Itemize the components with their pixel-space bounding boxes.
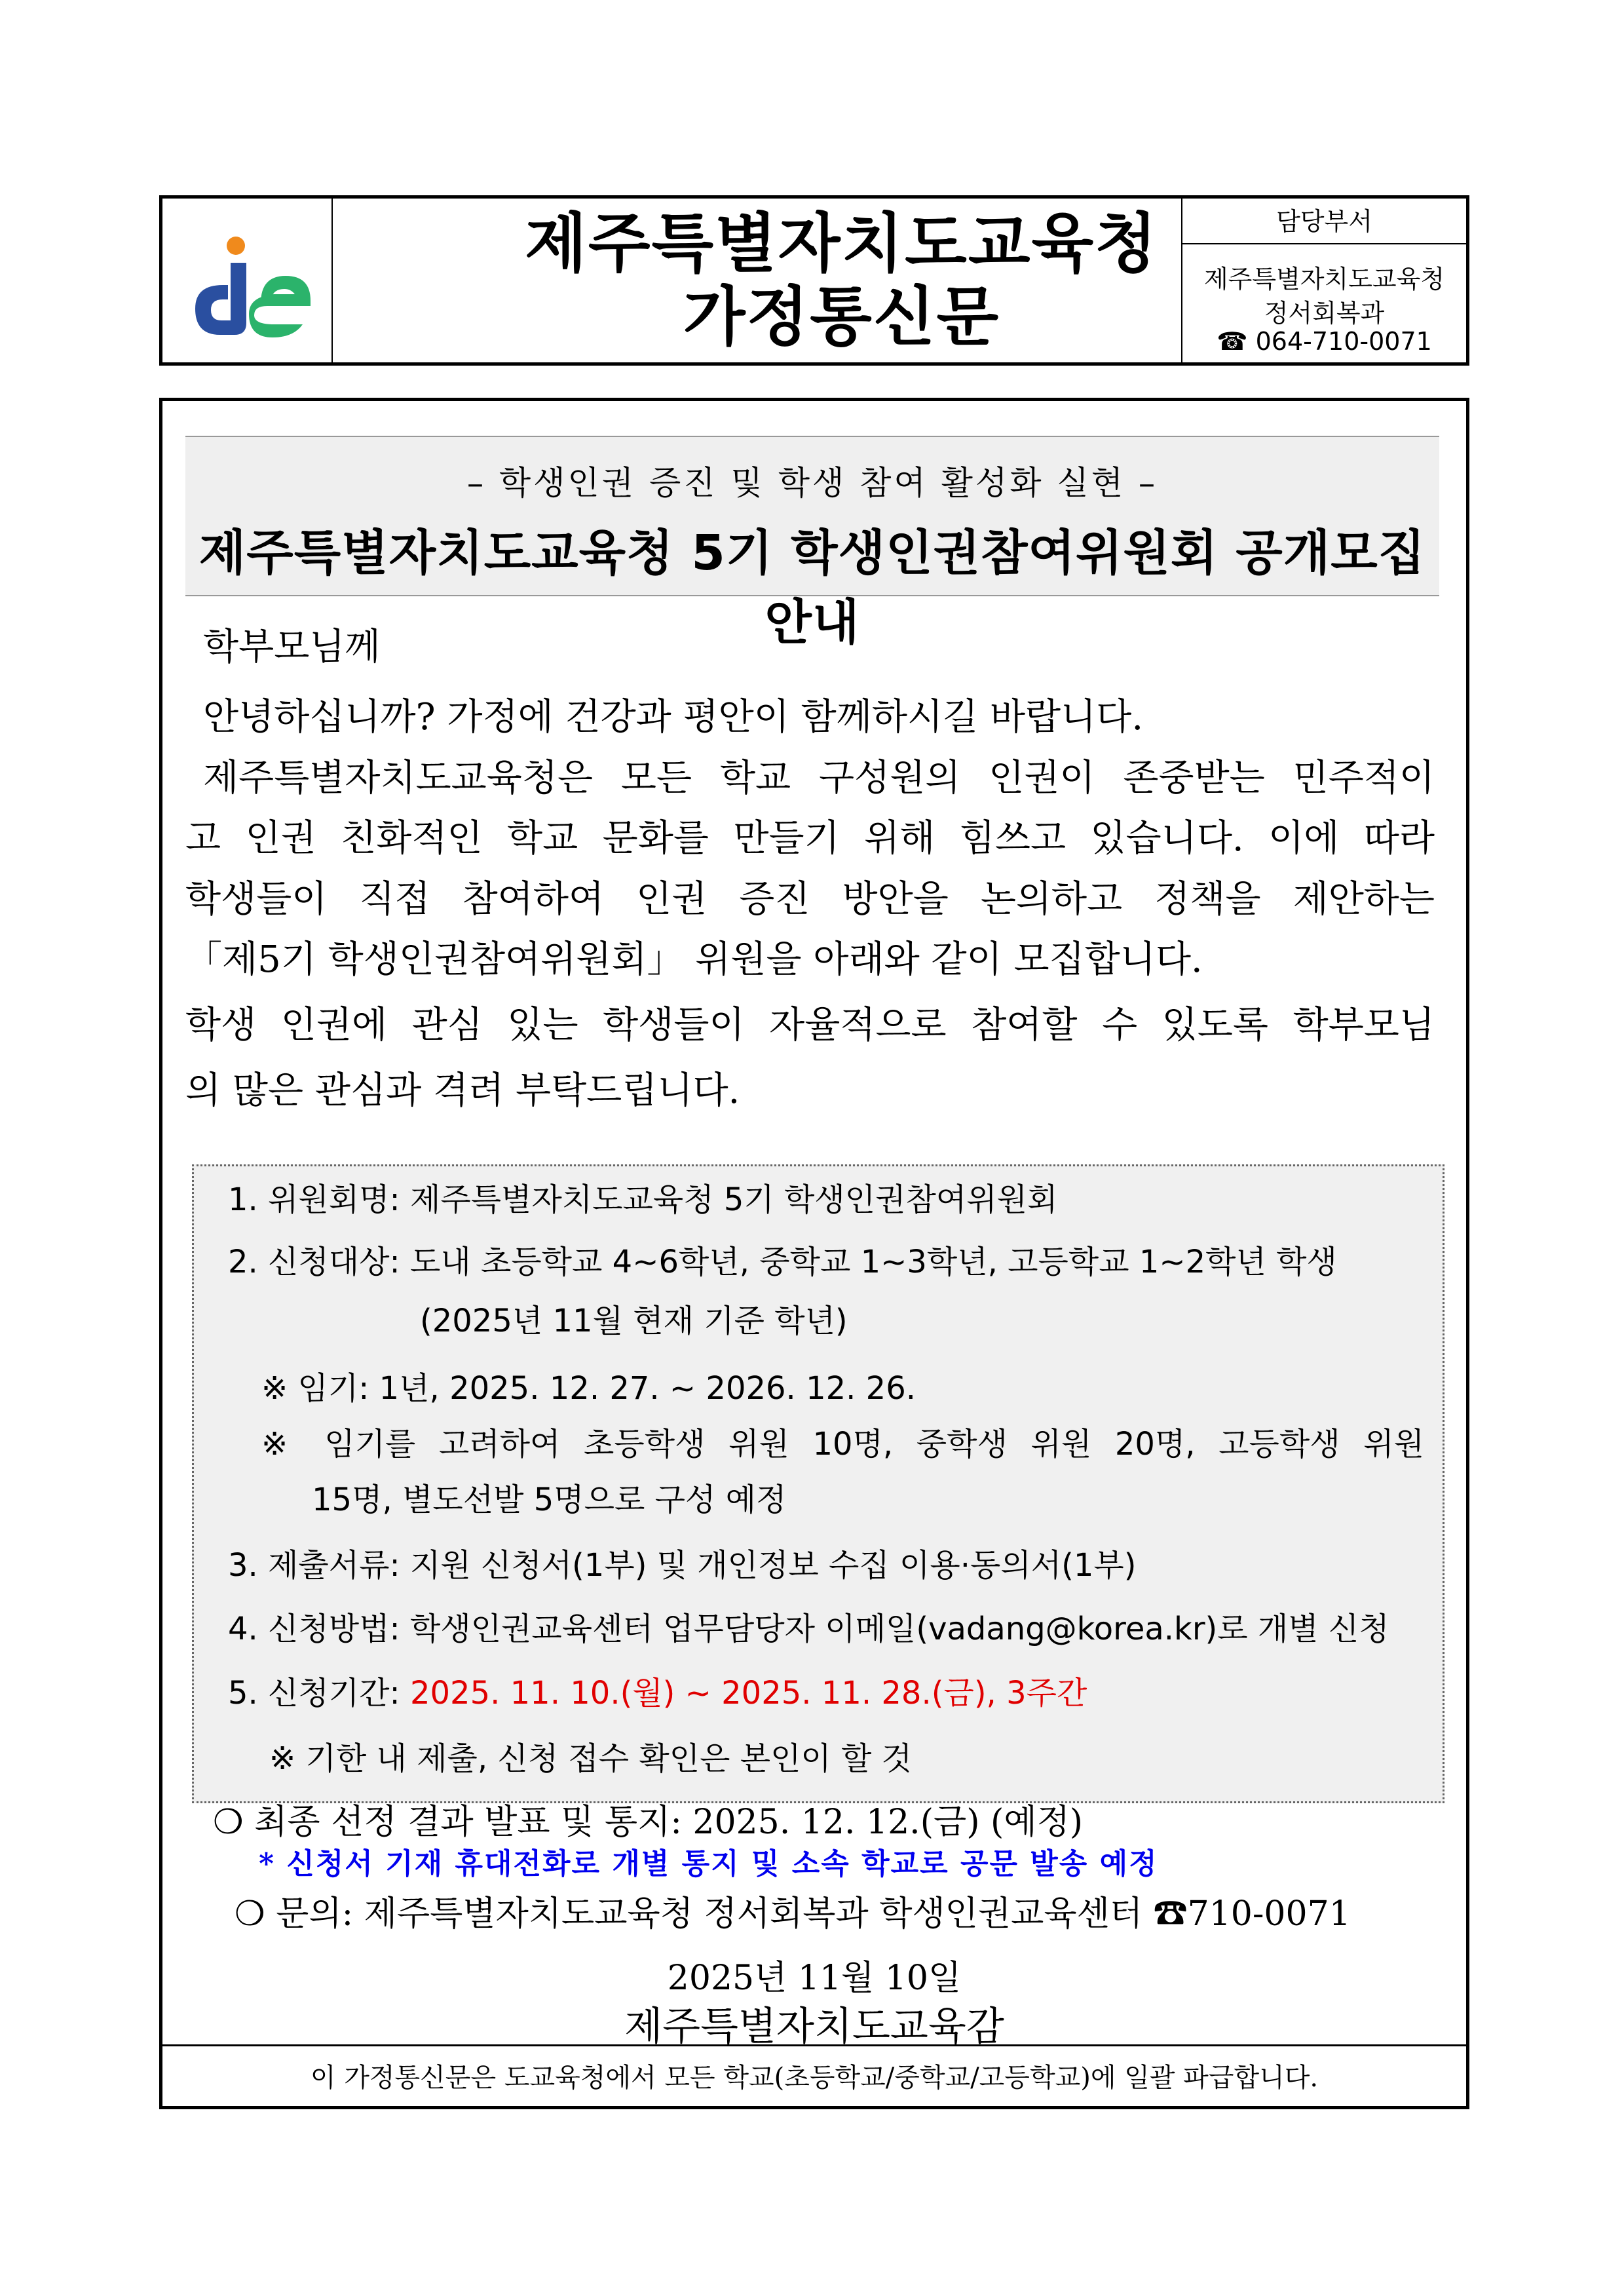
dept-phone: ☎ 064-710-0071 — [1217, 327, 1432, 356]
quota-note: ※ 임기를 고려하여 초등학생 위원 10명, 중학생 위원 20명, 고등학생 위원 — [261, 1426, 1424, 1463]
period-note: ※ 기한 내 제출, 신청 접수 확인은 본인이 할 것 — [269, 1740, 913, 1777]
documents-item: 3. 제출서류: 지원 신청서(1부) 및 개인정보 수집 이용·동의서(1부) — [228, 1547, 1137, 1584]
eligibility-note: (2025년 11월 현재 기준 학년) — [420, 1303, 848, 1339]
greeting: 안녕하십니까? 가정에 건강과 평안이 함께하시길 바랍니다. — [203, 696, 1144, 738]
banner-subtitle: – 학생인권 증진 및 학생 참여 활성화 실현 – — [467, 464, 1158, 502]
distribution-footer: 이 가정통신문은 도교육청에서 모든 학교(초등학교/중학교/고등학교)에 일괄 파급합니다. — [159, 2044, 1469, 2109]
dept-label: 담당부서 — [1182, 199, 1466, 244]
header-table — [159, 195, 1469, 366]
dept-division: 정서회복과 — [1264, 299, 1385, 328]
department-cell — [1181, 199, 1466, 362]
result-announcement: ❍ 최종 선정 결과 발표 및 통지: 2025. 12. 12.(금) (예정) — [213, 1803, 1084, 1842]
paragraph-line: 고 인권 친화적인 학교 문화를 만들기 위해 힘쓰고 있습니다. 이에 따라 — [185, 817, 1435, 860]
period-label: 5. 신청기간: — [228, 1675, 410, 1712]
jeju-education-logo — [162, 199, 330, 362]
eligibility-item: 2. 신청대상: 도내 초등학교 4~6학년, 중학교 1~3학년, 고등학교 1~2학년 학생 — [228, 1244, 1337, 1280]
term-note: ※ 임기: 1년, 2025. 12. 27. ~ 2026. 12. 26. — [261, 1370, 916, 1407]
result-announcement-note: * 신청서 기재 휴대전화로 개별 통지 및 소속 학교로 공문 발송 예정 — [259, 1847, 1158, 1881]
paragraph-line: 의 많은 관심과 격려 부탁드립니다. — [185, 1069, 740, 1112]
inquiry-contact: ❍ 문의: 제주특별자치도교육청 정서회복과 학생인권교육센터 ☎710-0071 — [235, 1894, 1351, 1934]
paragraph-line: 「제5기 학생인권참여위원회」 위원을 아래와 같이 모집합니다. — [185, 938, 1203, 981]
salutation: 학부모님께 — [203, 626, 381, 668]
issue-date: 2025년 11월 10일 — [667, 1959, 962, 1998]
application-period: 2025. 11. 10.(월) ~ 2025. 11. 28.(금), 3주간 — [409, 1675, 1087, 1712]
document-type-title: 가정통신문 — [683, 280, 1000, 354]
recruitment-details-box — [192, 1164, 1445, 1803]
paragraph-line: 제주특별자치도교육청은 모든 학교 구성원의 인권이 존중받는 민주적이 — [203, 757, 1435, 799]
method-item: 4. 신청방법: 학생인권교육센터 업무담당자 이메일(vadang@korea.kr)로 개별 신청 — [228, 1611, 1389, 1647]
paragraph-line: 학생들이 직접 참여하여 인권 증진 방안을 논의하고 정책을 제안하는 — [185, 878, 1435, 921]
banner-title: 제주특별자치도교육청 5기 학생인권참여위원회 공개모집 안내 — [198, 525, 1426, 651]
issuer-title: 제주특별자치도교육청 — [525, 206, 1158, 281]
quota-note-cont: 15명, 별도선발 5명으로 구성 예정 — [312, 1482, 787, 1518]
committee-name-item: 1. 위원회명: 제주특별자치도교육청 5기 학생인권참여위원회 — [228, 1181, 1058, 1218]
period-item — [228, 1668, 1087, 1713]
logo-cell — [162, 199, 333, 362]
dept-office: 제주특별자치도교육청 — [1203, 265, 1445, 294]
issuer-signature: 제주특별자치도교육감 — [624, 2004, 1004, 2050]
paragraph-line: 학생 인권에 관심 있는 학생들이 자율적으로 참여할 수 있도록 학부모님 — [185, 1004, 1435, 1046]
